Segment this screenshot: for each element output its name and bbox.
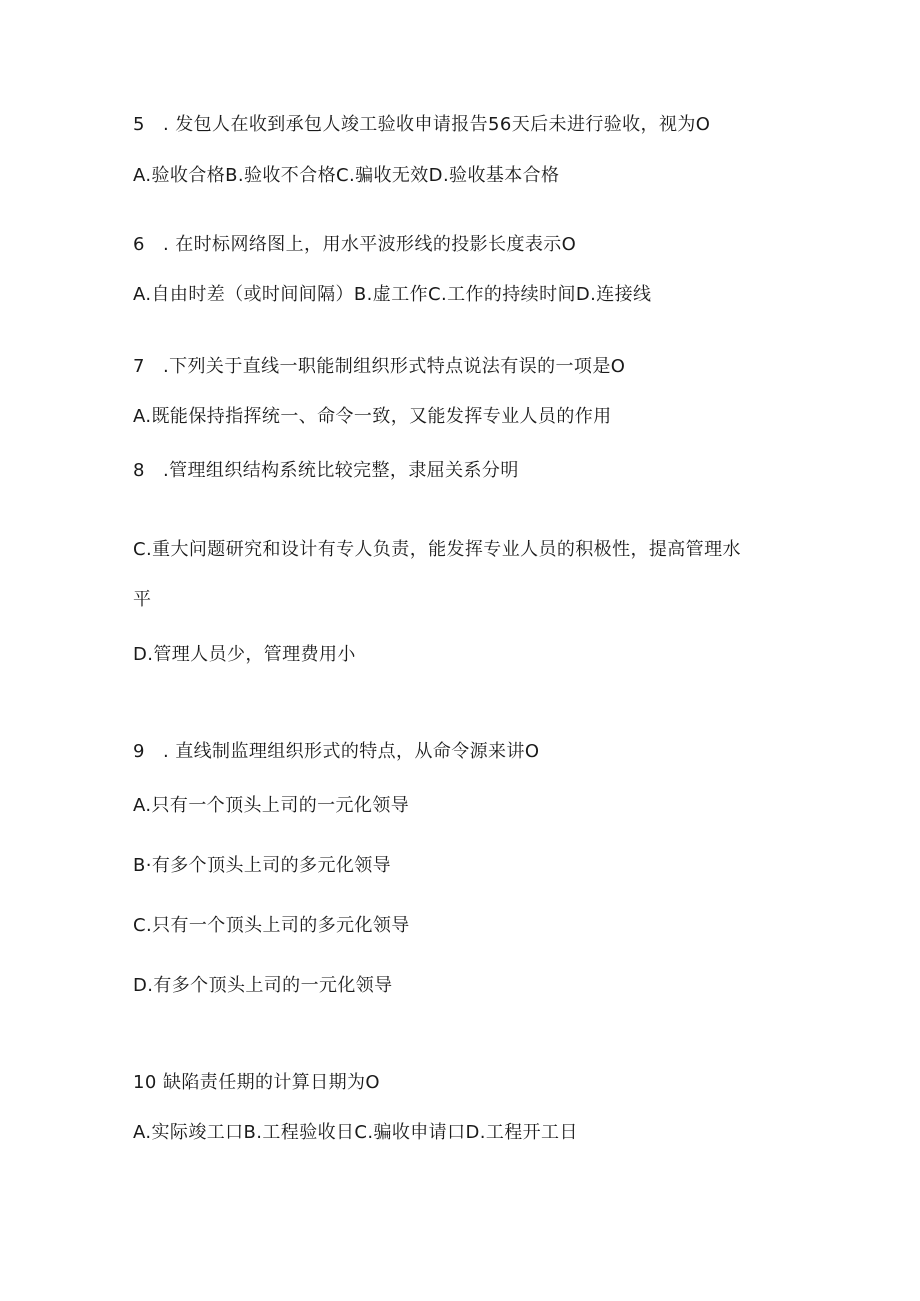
question-9-option-c: C.只有一个顶头上司的多元化领导 bbox=[133, 915, 410, 936]
question-10-option: A.实际竣工口B.工程验收日C.骗收申请口D.工程开工日 bbox=[133, 1122, 578, 1143]
question-9-option-a: A.只有一个顶头上司的一元化领导 bbox=[133, 795, 410, 816]
question-5-stem bbox=[133, 113, 710, 137]
question-number: 10 bbox=[133, 1072, 157, 1093]
question-9-option-b: B·有多个顶头上司的多元化领导 bbox=[133, 855, 392, 876]
question-number: 9 bbox=[133, 741, 145, 762]
question-number: 6 bbox=[133, 234, 145, 255]
question-8-option-d: D.管理人员少，管理费用小 bbox=[133, 644, 356, 665]
question-9-stem bbox=[133, 740, 539, 764]
question-9-option-d: D.有多个顶头上司的一元化领导 bbox=[133, 975, 393, 996]
question-8-stem bbox=[133, 459, 519, 483]
question-7-option: A.既能保持指挥统一、命令一致，又能发挥专业人员的作用 bbox=[133, 406, 612, 427]
question-text: 缺陷责任期的计算日期为O bbox=[163, 1072, 380, 1093]
question-text: . 直线制监理组织形式的特点，从命令源来讲O bbox=[163, 741, 540, 762]
question-6-option: A.自由时差（或时间间隔）B.虚工作C.工作的持续时间D.连接线 bbox=[133, 284, 652, 305]
question-text: . 在时标网络图上，用水平波形线的投影长度表示O bbox=[163, 234, 577, 255]
question-5-option: A.验收合格B.验收不合格C.骗收无效D.验收基本合格 bbox=[133, 165, 560, 186]
question-6-stem bbox=[133, 233, 576, 257]
question-text: . 发包人在收到承包人竣工验收申请报告56天后未进行验收，视为O bbox=[163, 114, 711, 135]
question-number: 7 bbox=[133, 356, 145, 377]
question-text: .管理组织结构系统比较完整，隶屈关系分明 bbox=[163, 460, 519, 481]
question-7-stem bbox=[133, 355, 625, 379]
question-10-stem bbox=[133, 1071, 380, 1095]
question-number: 5 bbox=[133, 114, 145, 135]
question-text: .下列关于直线一职能制组织形式特点说法有误的一项是O bbox=[163, 356, 626, 377]
question-8-option-c: C.重大问题研究和设计有专人负责，能发挥专业人员的积极性，提高管理水 bbox=[133, 539, 741, 560]
question-8-option-c-continued: 平 bbox=[133, 589, 152, 610]
question-number: 8 bbox=[133, 460, 145, 481]
